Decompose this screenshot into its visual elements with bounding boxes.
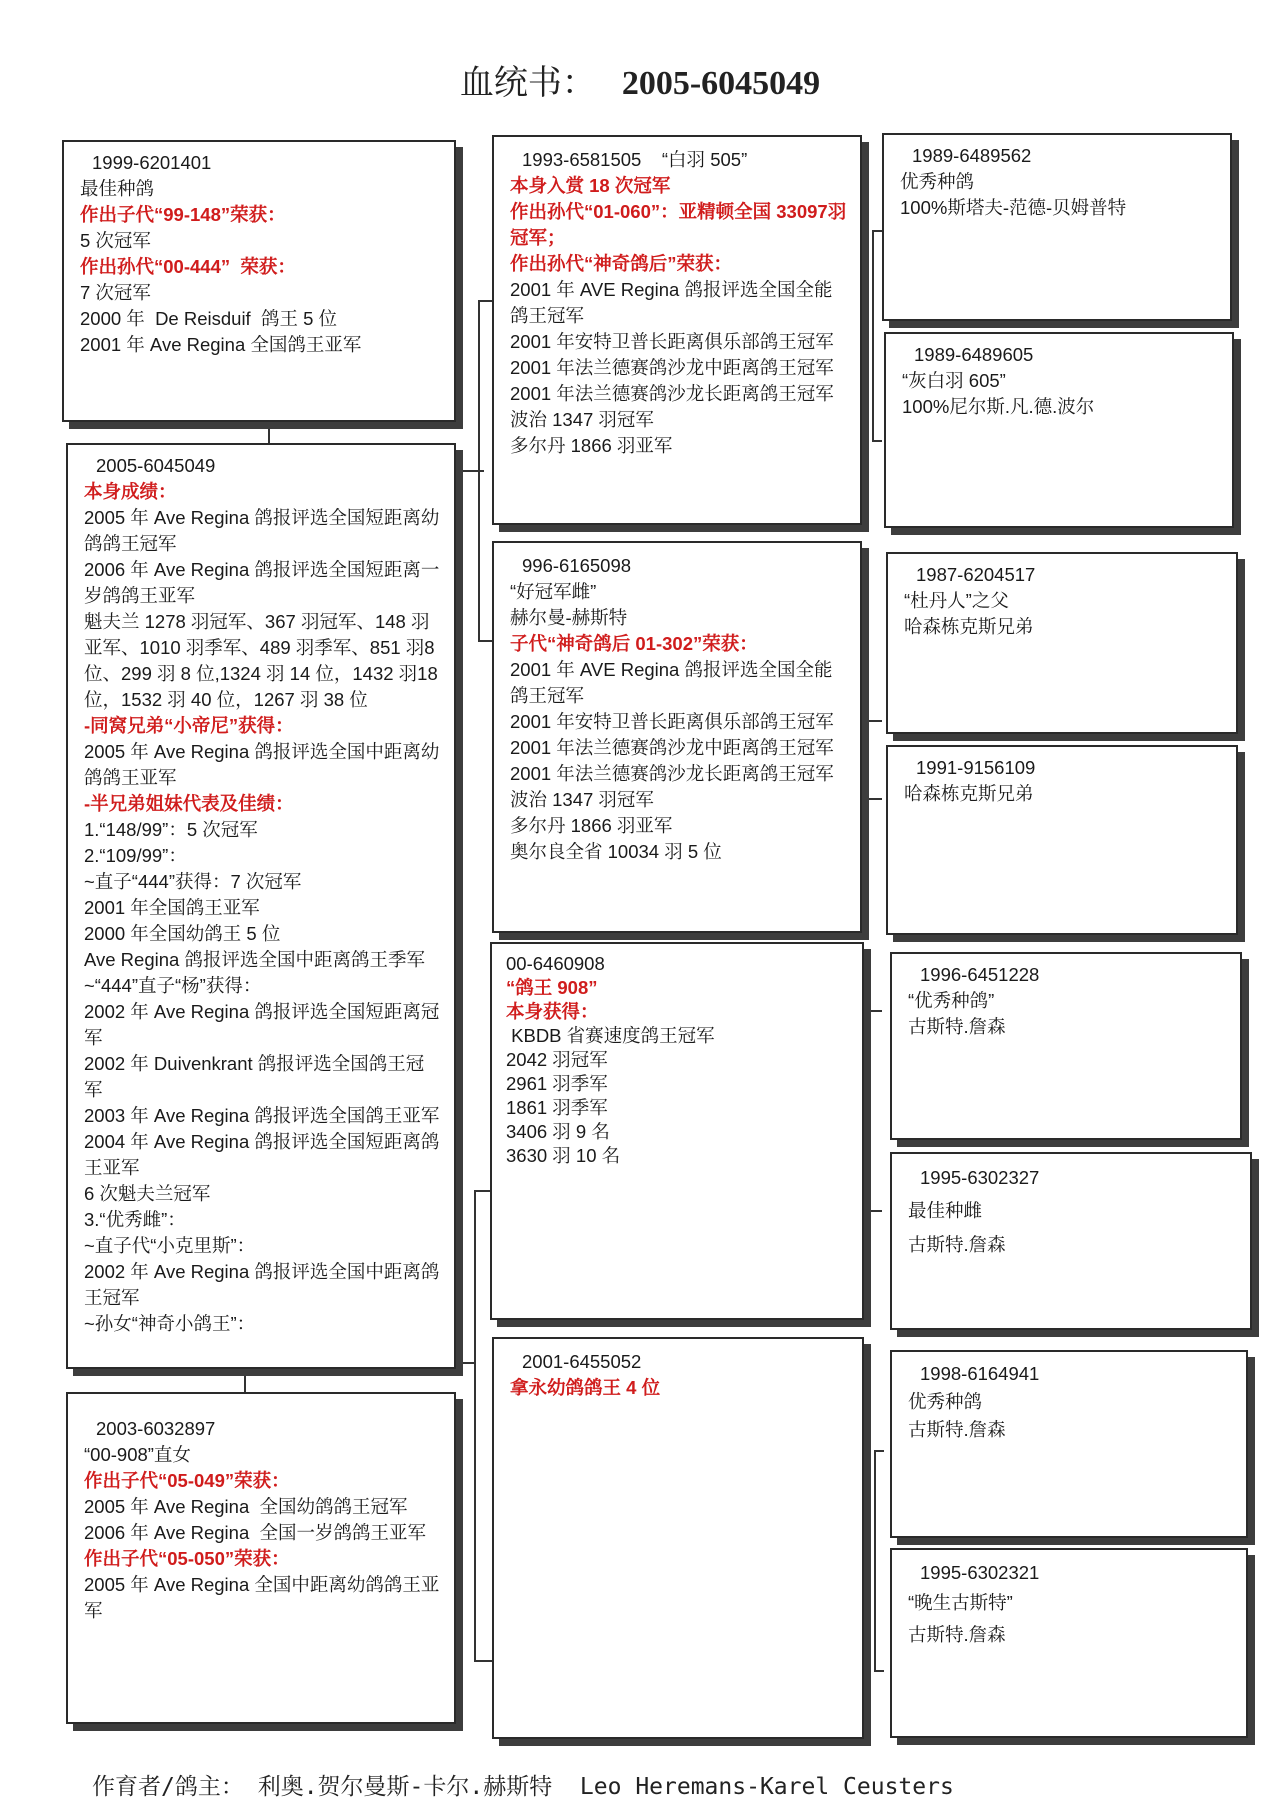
connector: [478, 300, 480, 640]
info-line: ~直子“444”获得：7 次冠军: [84, 871, 302, 892]
info-line: 波治 1347 羽冠军: [510, 789, 654, 810]
ancestor-card-8: [890, 1548, 1248, 1738]
ring-number: 1998-6164941: [920, 1363, 1040, 1384]
dam-dam-card: [492, 1337, 864, 1739]
dam-sire-card: [490, 942, 864, 1320]
info-line: ~孙女“神奇小鸽王”：: [84, 1313, 256, 1334]
info-line: 2002 年 Duivenkrant 鸽报评选全国鸽王冠军: [84, 1053, 425, 1100]
info-line: ~“444”直子“杨”获得：: [84, 975, 262, 996]
info-line: 波治 1347 羽冠军: [510, 409, 654, 430]
dam-card: [66, 1392, 456, 1724]
ancestor-card-2: [884, 332, 1234, 528]
info-line: “灰白羽 605”: [902, 370, 1006, 391]
highlight-line: 本身入赏 18 次冠军: [510, 175, 671, 196]
info-line: 2004 年 Ave Regina 鸽报评选全国短距离鸽王亚军: [84, 1131, 440, 1178]
connector: [866, 1010, 868, 1210]
sire-card: [62, 140, 456, 422]
info-line: “00-908”直女: [84, 1444, 191, 1465]
info-line: 最佳种鸽: [80, 178, 155, 199]
info-line: 古斯特.詹森: [908, 1419, 1006, 1440]
info-line: 2005 年 Ave Regina 鸽报评选全国短距离幼鸽鸽王冠军: [84, 507, 440, 554]
info-line: 古斯特.詹森: [908, 1234, 1006, 1255]
ring-number: 1999-6201401: [92, 152, 212, 173]
highlight-line: 拿永幼鸽鸽王 4 位: [510, 1377, 661, 1398]
ring-number: 00-6460908: [506, 953, 605, 974]
info-line: 2001 年法兰德赛鸽沙龙中距离鸽王冠军: [510, 737, 834, 758]
info-line: 优秀种鸽: [900, 171, 975, 192]
connector: [866, 720, 882, 722]
highlight-line: 本身成绩：: [84, 481, 177, 502]
ring-number: 2001-6455052: [522, 1351, 642, 1372]
ancestor-card-1: [882, 133, 1232, 321]
info-line: 哈森栋克斯兄弟: [904, 783, 1034, 804]
connector: [872, 230, 882, 232]
info-line: 2006 年 Ave Regina 全国一岁鸽鸽王亚军: [84, 1522, 427, 1543]
connector: [866, 1010, 882, 1012]
info-line: 2001 年 AVE Regina 鸽报评选全国全能鸽王冠军: [510, 659, 833, 706]
info-line: “晚生古斯特”: [908, 1592, 1013, 1613]
connector: [866, 598, 868, 798]
info-line: KBDB 省赛速度鸽王冠军: [506, 1025, 715, 1046]
info-line: 2000 年全国幼鸽王 5 位: [84, 923, 281, 944]
connector: [866, 798, 882, 800]
connector: [874, 1450, 876, 1670]
title-label: 血统书：: [459, 65, 596, 102]
info-line: ~直子代“小克里斯”：: [84, 1235, 256, 1256]
ring-number: 1993-6581505 “白羽 505”: [522, 149, 748, 170]
ancestor-card-3: [886, 552, 1238, 734]
pedigree-title: [0, 55, 1280, 104]
info-line: 多尔丹 1866 羽亚军: [510, 435, 673, 456]
info-line: 3.“优秀雌”：: [84, 1209, 186, 1230]
connector: [866, 1210, 882, 1212]
connector: [872, 230, 874, 440]
info-line: 赫尔曼-赫斯特: [510, 607, 628, 628]
connector: [474, 1660, 492, 1662]
ring-number: 1987-6204517: [916, 564, 1036, 585]
info-line: 3406 羽 9 名: [506, 1121, 610, 1142]
info-line: 7 次冠军: [80, 282, 151, 303]
info-line: 1.“148/99”：5 次冠军: [84, 819, 258, 840]
connector: [874, 1670, 884, 1672]
info-line: 100%尼尔斯.凡.德.波尔: [902, 396, 1095, 417]
highlight-line: 作出子代“99-148”荣获：: [80, 204, 286, 225]
ring-number: 1991-9156109: [916, 757, 1036, 778]
connector: [474, 1190, 476, 1660]
info-line: 2961 羽季军: [506, 1073, 608, 1094]
highlight-line: -同窝兄弟“小帝尼”获得：: [84, 715, 294, 736]
ancestor-card-5: [890, 952, 1242, 1140]
info-line: 2002 年 Ave Regina 鸽报评选全国中距离鸽王冠军: [84, 1261, 440, 1308]
highlight-line: 作出孙代“01-060”：亚精顿全国 33097羽冠军；: [510, 201, 847, 248]
info-line: 100%斯塔夫-范德-贝姆普特: [900, 197, 1127, 218]
ring-number: 1996-6451228: [920, 964, 1040, 985]
info-line: 优秀种鸽: [908, 1391, 983, 1412]
highlight-line: 子代“神奇鸽后 01-302”荣获：: [510, 633, 758, 654]
info-line: 6 次魁夫兰冠军: [84, 1183, 211, 1204]
info-line: 2005 年 Ave Regina 全国中距离幼鸽鸽王亚军: [84, 1574, 440, 1621]
info-line: 2006 年 Ave Regina 鸽报评选全国短距离一岁鸽鸽王亚军: [84, 559, 440, 606]
info-line: 2001 年 Ave Regina 全国鸽王亚军: [80, 334, 362, 355]
info-line: 3630 羽 10 名: [506, 1145, 621, 1166]
info-line: “优秀种鸽”: [908, 990, 995, 1011]
info-line: 2.“109/99”：: [84, 845, 187, 866]
connector: [872, 440, 882, 442]
ring-number: 1989-6489562: [912, 145, 1032, 166]
highlight-line: 作出孙代“神奇鸽后”荣获：: [510, 253, 733, 274]
connector: [456, 1362, 476, 1364]
highlight-line: 作出子代“05-049”荣获：: [84, 1470, 290, 1491]
info-line: 古斯特.詹森: [908, 1016, 1006, 1037]
ancestor-card-4: [886, 745, 1238, 935]
info-line: 2001 年法兰德赛鸽沙龙长距离鸽王冠军: [510, 383, 834, 404]
info-line: 2000 年 De Reisduif 鸽王 5 位: [80, 308, 338, 329]
highlight-line: 本身获得：: [506, 1001, 599, 1022]
ring-number: 1995-6302327: [920, 1167, 1040, 1188]
info-line: 2001 年法兰德赛鸽沙龙中距离鸽王冠军: [510, 357, 834, 378]
info-line: 2003 年 Ave Regina 鸽报评选全国鸽王亚军: [84, 1105, 440, 1126]
highlight-line: “鸽王 908”: [506, 977, 598, 998]
highlight-line: 作出孙代“00-444” 荣获：: [80, 256, 296, 277]
connector: [268, 421, 270, 445]
info-line: 2001 年 AVE Regina 鸽报评选全国全能鸽王冠军: [510, 279, 833, 326]
info-line: 最佳种雌: [908, 1200, 983, 1221]
info-line: 2001 年安特卫普长距离俱乐部鸽王冠军: [510, 711, 834, 732]
info-line: 5 次冠军: [80, 230, 151, 251]
info-line: 2001 年全国鸽王亚军: [84, 897, 260, 918]
info-line: 古斯特.詹森: [908, 1624, 1006, 1645]
info-line: 2001 年法兰德赛鸽沙龙长距离鸽王冠军: [510, 763, 834, 784]
highlight-line: 作出子代“05-050”荣获：: [84, 1548, 290, 1569]
sire-dam-card: [492, 541, 862, 933]
info-line: 2042 羽冠军: [506, 1049, 608, 1070]
ring-number: 2005-6045049: [621, 65, 821, 102]
highlight-line: -半兄弟姐妹代表及佳绩：: [84, 793, 294, 814]
ring-number: 1995-6302321: [920, 1562, 1040, 1583]
connector: [244, 1368, 246, 1394]
sire-sire-card: [492, 135, 862, 525]
connector: [478, 300, 492, 302]
ring-number: 996-6165098: [522, 555, 632, 576]
info-line: 2005 年 Ave Regina 全国幼鸽鸽王冠军: [84, 1496, 408, 1517]
ring-number: 1989-6489605: [914, 344, 1034, 365]
info-line: “好冠军雌”: [510, 581, 597, 602]
breeder-owner: 作育者/鸽主： 利奥.贺尔曼斯-卡尔.赫斯特 Leo Heremans-Karel Ceusters: [92, 1774, 954, 1800]
info-line: 魁夫兰 1278 羽冠军、367 羽冠军、148 羽亚军、1010 羽季军、489 羽季军、851 羽8 位、299 羽 8 位,1324 羽 14 位，1432 羽18 位，1532 羽 40 位，1267 羽 38 位: [84, 611, 443, 710]
info-line: 哈森栋克斯兄弟: [904, 616, 1034, 637]
info-line: 奥尔良全省 10034 羽 5 位: [510, 841, 722, 862]
info-line: 1861 羽季军: [506, 1097, 608, 1118]
info-line: 多尔丹 1866 羽亚军: [510, 815, 673, 836]
info-line: “杜丹人”之父: [904, 590, 1009, 611]
info-line: 2001 年安特卫普长距离俱乐部鸽王冠军: [510, 331, 834, 352]
ring-number: 2005-6045049: [96, 455, 216, 476]
ancestor-card-7: [890, 1350, 1248, 1538]
ring-number: 2003-6032897: [96, 1418, 216, 1439]
info-line: Ave Regina 鸽报评选全国中距离鸽王季军: [84, 949, 425, 970]
ancestor-card-6: [890, 1152, 1252, 1330]
info-line: 2005 年 Ave Regina 鸽报评选全国中距离幼鸽鸽王亚军: [84, 741, 440, 788]
connector: [874, 1450, 884, 1452]
connector: [478, 640, 492, 642]
info-line: 2002 年 Ave Regina 鸽报评选全国短距离冠军: [84, 1001, 440, 1048]
subject-card: [66, 443, 456, 1369]
